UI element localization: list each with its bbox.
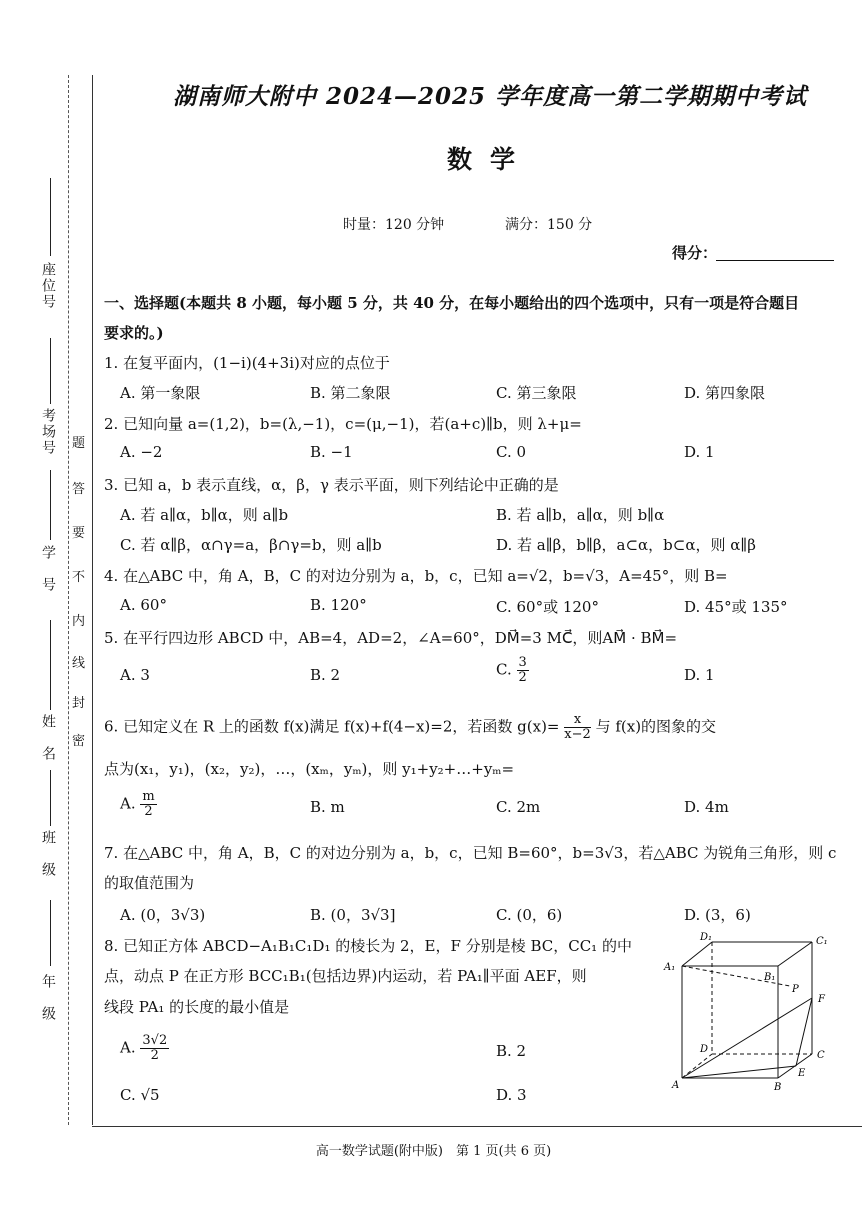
time-limit: 时量：120 分钟 [343, 217, 445, 233]
question-5-stem: 5. 在平行四边形 ABCD 中，AB=4，AD=2，∠A=60°，DM⃗=3 MC⃗，则AM⃗ · BM⃗= [104, 629, 678, 647]
q1-option-a: A. 第一象限 [120, 384, 201, 402]
question-6-stem-line2: 点为(x₁，y₁)，(x₂，y₂)，…，(xₘ，yₘ)，则 y₁+y₂+…+yₘ= [104, 760, 515, 778]
fraction-numerator: 3√2 [142, 1033, 168, 1048]
q7-option-d: D. (3，6) [684, 906, 751, 924]
q5-option-c-letter: C. [496, 660, 512, 679]
footer-rule [92, 1126, 862, 1127]
q8-option-c: C. √5 [120, 1086, 160, 1104]
label-f: F [818, 994, 825, 1005]
label-b: B [774, 1082, 782, 1093]
q8-option-b: B. 2 [496, 1042, 527, 1060]
subject-title: 数学 [446, 145, 533, 174]
hidden-edge [682, 1054, 712, 1078]
section-heading-line: 一、选择题(本题共 8 小题，每小题 5 分，共 40 分，在每小题给出的四个选项中，只有一项是符合题目 [104, 294, 800, 312]
section-heading [104, 288, 834, 348]
seal-char: 密 [72, 734, 86, 749]
q1-option-d: D. 第四象限 [684, 384, 766, 402]
q6-option-d: D. 4m [684, 798, 729, 816]
q7-option-c: C. (0，6) [496, 906, 563, 924]
fraction-denominator: 2 [144, 804, 153, 819]
label-p: P [792, 984, 799, 995]
fraction-denominator: 2 [518, 670, 527, 685]
q6-option-b: B. m [310, 798, 345, 816]
name-label: 姓 名 [40, 714, 56, 762]
q6-stem-part: 6. 已知定义在 R 上的函数 f(x)满足 f(x)+f(4−x)=2，若函数 g(x)= [104, 717, 560, 736]
label-c1: C₁ [816, 936, 828, 947]
score-label: 得分： [672, 244, 718, 262]
seal-char: 封 [72, 696, 86, 711]
grade-label: 年 级 [40, 974, 56, 1022]
seal-char: 答 [72, 482, 86, 497]
student-no-fill-line [50, 470, 51, 540]
seal-char: 内 [72, 614, 86, 629]
fraction-denominator: 2 [150, 1048, 159, 1063]
seat-fill-line [50, 178, 51, 256]
label-d1: D₁ [700, 932, 713, 943]
q1-option-c: C. 第三象限 [496, 384, 577, 402]
q8-option-d: D. 3 [496, 1086, 527, 1104]
question-6-stem [104, 713, 716, 742]
q2-option-a: A. −2 [120, 443, 163, 461]
question-1-stem: 1. 在复平面内，(1−i)(4+3i)对应的点位于 [104, 354, 390, 372]
exam-room-fill-line [50, 338, 51, 404]
fraction-numerator: 3 [518, 655, 527, 670]
q8-option-a-letter: A. [120, 1038, 136, 1057]
fraction-numerator: m [142, 789, 155, 804]
seal-char: 要 [72, 526, 86, 541]
seal-char: 不 [72, 570, 86, 585]
q3-option-a: A. 若 a∥α，b∥α，则 a∥b [120, 506, 289, 524]
q5-option-d: D. 1 [684, 666, 715, 684]
seat-label: 座位号 [40, 262, 56, 310]
score-input-line[interactable] [716, 260, 834, 261]
label-c: C [817, 1050, 825, 1061]
q2-option-b: B. −1 [310, 443, 353, 461]
q8-option-a [120, 1034, 169, 1063]
q3-option-b: B. 若 a∥b，a∥α，则 b∥α [496, 506, 665, 524]
question-7-stem: 7. 在△ABC 中，角 A，B，C 的对边分别为 a，b，c，已知 B=60°，b=3√3，若△ABC 为锐角三角形，则 c [104, 844, 837, 862]
fraction [140, 790, 156, 819]
class-fill-line [50, 770, 51, 826]
q3-option-d: D. 若 a∥β，b∥β，a⊂α，b⊂α，则 α∥β [496, 536, 756, 554]
q7-option-a: A. (0，3√3) [120, 906, 206, 924]
seal-char: 线 [72, 656, 86, 671]
q5-option-c [496, 656, 529, 685]
q6-option-c: C. 2m [496, 798, 541, 816]
fraction [140, 1034, 169, 1063]
label-a1: A₁ [664, 962, 676, 973]
q6-option-a [120, 790, 157, 819]
label-d: D [700, 1044, 709, 1055]
q4-option-d: D. 45°或 135° [684, 598, 788, 616]
fraction-denominator: x−2 [564, 727, 591, 742]
fraction [517, 656, 529, 685]
section-heading-line: 要求的。) [104, 324, 164, 342]
cube-figure [660, 928, 840, 1096]
class-label: 班 级 [40, 830, 56, 878]
q6-stem-part: 与 f(x)的图象的交 [595, 717, 717, 736]
question-4-stem: 4. 在△ABC 中，角 A，B，C 的对边分别为 a，b，c，已知 a=√2，b=√3，A=45°，则 B= [104, 567, 728, 585]
cube-edge [682, 942, 712, 966]
q4-option-a: A. 60° [120, 596, 167, 614]
q6-option-a-letter: A. [120, 794, 136, 813]
grade-fill-line [50, 900, 51, 966]
fraction-numerator: x [564, 713, 591, 728]
q1-option-b: B. 第二象限 [310, 384, 391, 402]
question-3-stem: 3. 已知 a，b 表示直线，α，β，γ 表示平面，则下列结论中正确的是 [104, 476, 559, 494]
label-b1: B₁ [764, 972, 776, 983]
question-8-stem: 8. 已知正方体 ABCD−A₁B₁C₁D₁ 的棱长为 2，E，F 分别是棱 BC，CC₁ 的中 [104, 937, 632, 955]
exam-title: 湖南师大附中 2024—2025 学年度高一第二学期期中考试 [172, 83, 808, 110]
q4-option-c: C. 60°或 120° [496, 598, 599, 616]
q7-option-b: B. (0，3√3] [310, 906, 396, 924]
label-a: A [672, 1080, 680, 1091]
q2-option-c: C. 0 [496, 443, 527, 461]
fraction [564, 713, 591, 742]
full-score: 满分：150 分 [505, 217, 593, 233]
q2-option-d: D. 1 [684, 443, 715, 461]
q4-option-b: B. 120° [310, 596, 367, 614]
seal-dashed-line [68, 75, 69, 1125]
question-8-stem-line2: 点，动点 P 在正方形 BCC₁B₁(包括边界)内运动，若 PA₁∥平面 AEF，则 [104, 967, 587, 985]
student-no-label: 学 号 [40, 545, 56, 593]
cube-edge [778, 942, 812, 966]
question-7-stem-line2: 的取值范围为 [104, 874, 195, 892]
q3-option-c: C. 若 α∥β，α∩γ=a，β∩γ=b，则 a∥b [120, 536, 382, 554]
question-8-stem-line3: 线段 PA₁ 的长度的最小值是 [104, 998, 290, 1016]
label-e: E [798, 1068, 806, 1079]
q5-option-b: B. 2 [310, 666, 341, 684]
name-fill-line [50, 620, 51, 710]
exam-room-label: 考场号 [40, 408, 56, 456]
question-2-stem: 2. 已知向量 a=(1,2)，b=(λ,−1)，c=(μ,−1)，若(a+c)∥b，则 λ+μ= [104, 415, 582, 433]
seal-char: 题 [72, 436, 86, 451]
binding-line [92, 75, 93, 1125]
q5-option-a: A. 3 [120, 666, 150, 684]
page-footer: 高一数学试题(附中版) 第 1 页(共 6 页) [315, 1144, 552, 1159]
